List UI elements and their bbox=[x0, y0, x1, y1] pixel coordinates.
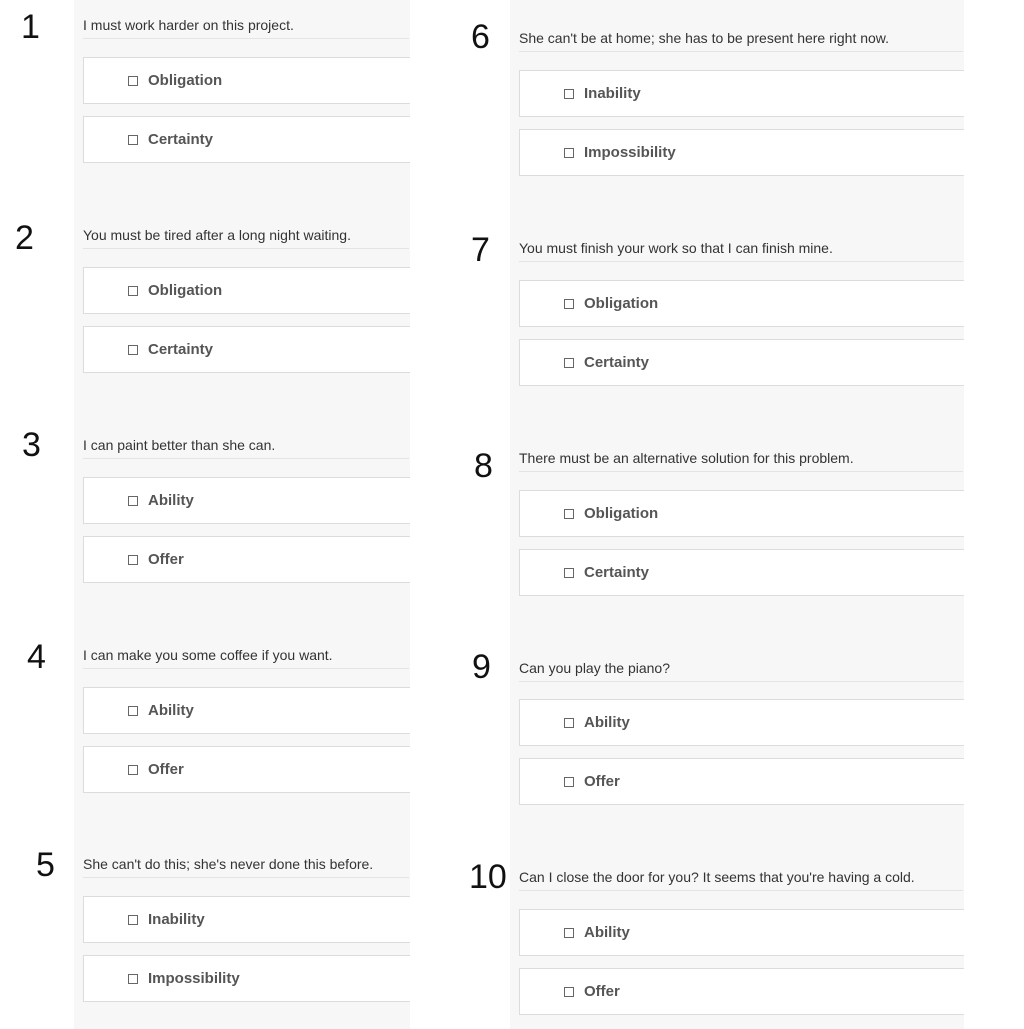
option-3-a[interactable] bbox=[83, 477, 410, 524]
checkbox[interactable] bbox=[128, 76, 138, 86]
question-text-10: Can I close the door for you? It seems that you're having a cold. bbox=[519, 869, 963, 891]
option-label: Ability bbox=[148, 492, 194, 509]
option-2-a[interactable] bbox=[83, 267, 410, 314]
option-label: Inability bbox=[148, 911, 205, 928]
option-10-a[interactable] bbox=[519, 909, 964, 956]
option-label: Certainty bbox=[584, 564, 650, 581]
checkbox[interactable] bbox=[128, 345, 138, 355]
option-label: Certainty bbox=[584, 354, 650, 371]
checkbox[interactable] bbox=[564, 89, 574, 99]
option-4-b[interactable] bbox=[83, 746, 410, 793]
option-1-b[interactable] bbox=[83, 116, 410, 163]
question-number-4: 4 bbox=[27, 638, 46, 676]
option-label: Ability bbox=[584, 924, 630, 941]
option-7-b[interactable] bbox=[519, 339, 964, 386]
checkbox[interactable] bbox=[564, 358, 574, 368]
question-text-9: Can you play the piano? bbox=[519, 660, 963, 682]
checkbox[interactable] bbox=[128, 765, 138, 775]
checkbox[interactable] bbox=[564, 987, 574, 997]
option-label: Inability bbox=[584, 85, 641, 102]
option-2-b[interactable] bbox=[83, 326, 410, 373]
option-4-a[interactable] bbox=[83, 687, 410, 734]
checkbox[interactable] bbox=[564, 299, 574, 309]
option-7-a[interactable] bbox=[519, 280, 964, 327]
option-label: Impossibility bbox=[148, 970, 240, 987]
checkbox[interactable] bbox=[564, 777, 574, 787]
question-text-7: You must finish your work so that I can finish mine. bbox=[519, 240, 963, 262]
option-8-b[interactable] bbox=[519, 549, 964, 596]
question-text-8: There must be an alternative solution for this problem. bbox=[519, 450, 963, 472]
option-6-a[interactable] bbox=[519, 70, 964, 117]
option-1-a[interactable] bbox=[83, 57, 410, 104]
question-number-1: 1 bbox=[21, 8, 40, 46]
option-9-a[interactable] bbox=[519, 699, 964, 746]
checkbox[interactable] bbox=[128, 135, 138, 145]
question-number-8: 8 bbox=[474, 447, 493, 485]
checkbox[interactable] bbox=[564, 148, 574, 158]
option-5-b[interactable] bbox=[83, 955, 410, 1002]
option-label: Obligation bbox=[584, 295, 659, 312]
question-text-1: I must work harder on this project. bbox=[83, 17, 409, 39]
question-number-2: 2 bbox=[15, 219, 34, 257]
checkbox[interactable] bbox=[564, 568, 574, 578]
option-label: Impossibility bbox=[584, 144, 676, 161]
checkbox[interactable] bbox=[564, 928, 574, 938]
option-6-b[interactable] bbox=[519, 129, 964, 176]
checkbox[interactable] bbox=[128, 496, 138, 506]
option-label: Certainty bbox=[148, 341, 214, 358]
question-number-10: 10 bbox=[469, 858, 507, 896]
option-label: Obligation bbox=[148, 282, 223, 299]
checkbox[interactable] bbox=[564, 718, 574, 728]
option-8-a[interactable] bbox=[519, 490, 964, 537]
question-number-9: 9 bbox=[472, 648, 491, 686]
checkbox[interactable] bbox=[564, 509, 574, 519]
checkbox[interactable] bbox=[128, 706, 138, 716]
option-label: Offer bbox=[584, 983, 620, 1000]
question-number-6: 6 bbox=[471, 18, 490, 56]
option-label: Offer bbox=[148, 551, 184, 568]
question-text-6: She can't be at home; she has to be present here right now. bbox=[519, 30, 963, 52]
option-label: Obligation bbox=[148, 72, 223, 89]
checkbox[interactable] bbox=[128, 286, 138, 296]
option-9-b[interactable] bbox=[519, 758, 964, 805]
option-label: Ability bbox=[148, 702, 194, 719]
checkbox[interactable] bbox=[128, 915, 138, 925]
question-text-4: I can make you some coffee if you want. bbox=[83, 647, 409, 669]
question-text-5: She can't do this; she's never done this before. bbox=[83, 856, 409, 878]
checkbox[interactable] bbox=[128, 974, 138, 984]
question-text-2: You must be tired after a long night waiting. bbox=[83, 227, 409, 249]
question-number-7: 7 bbox=[471, 231, 490, 269]
option-label: Certainty bbox=[148, 131, 214, 148]
option-3-b[interactable] bbox=[83, 536, 410, 583]
checkbox[interactable] bbox=[128, 555, 138, 565]
question-number-3: 3 bbox=[22, 426, 41, 464]
question-number-5: 5 bbox=[36, 846, 55, 884]
option-label: Ability bbox=[584, 714, 630, 731]
option-label: Offer bbox=[584, 773, 620, 790]
question-text-3: I can paint better than she can. bbox=[83, 437, 409, 459]
option-5-a[interactable] bbox=[83, 896, 410, 943]
option-label: Offer bbox=[148, 761, 184, 778]
option-label: Obligation bbox=[584, 505, 659, 522]
option-10-b[interactable] bbox=[519, 968, 964, 1015]
